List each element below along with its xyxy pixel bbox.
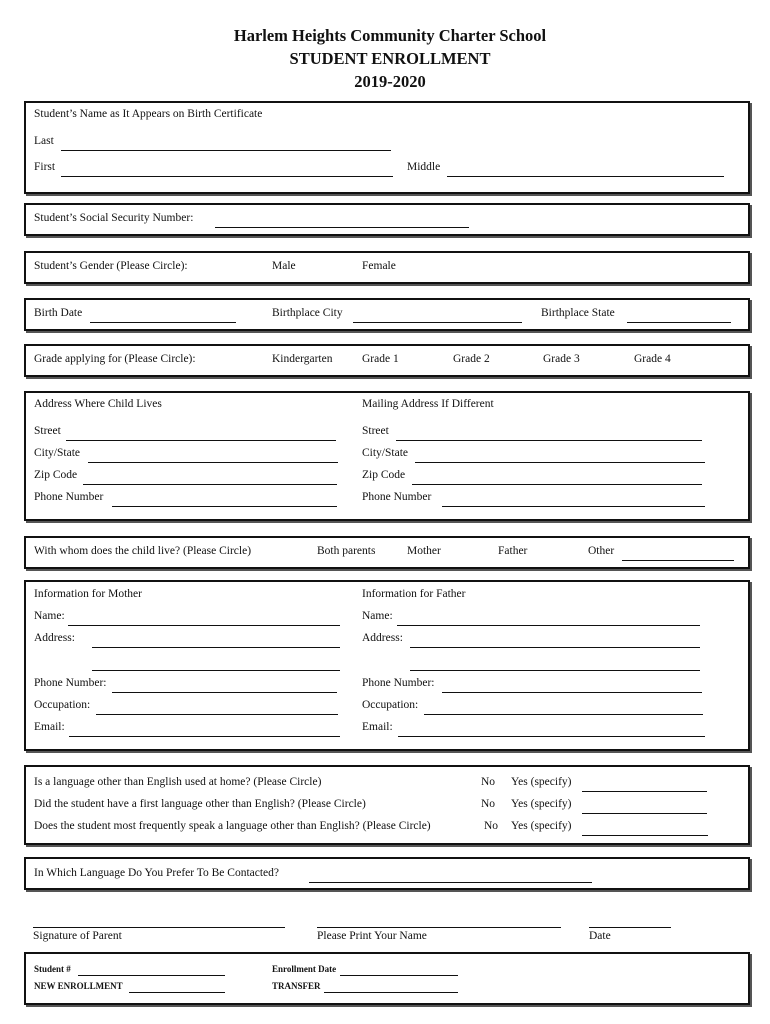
lives-with-father[interactable]: Father [498, 545, 528, 557]
home-street-label: Street [34, 425, 61, 437]
language-q3-specify-field[interactable] [582, 826, 708, 836]
language-q2-specify-field[interactable] [582, 804, 707, 814]
mail-zip-field[interactable] [412, 475, 702, 485]
father-name-label: Name: [362, 610, 393, 622]
language-q3-no[interactable]: No [484, 820, 499, 832]
ssn-field[interactable] [215, 218, 469, 228]
language-q1-specify-field[interactable] [582, 782, 707, 792]
mail-zip-label: Zip Code [362, 469, 406, 481]
mail-street-label: Street [362, 425, 389, 437]
transfer-field[interactable] [324, 984, 458, 993]
ssn-label: Student’s Social Security Number: [34, 212, 194, 224]
signature-date-label: Date [589, 930, 611, 942]
father-occupation-field[interactable] [424, 705, 703, 715]
home-street-field[interactable] [66, 431, 336, 441]
address-section [24, 391, 750, 521]
lives-with-other[interactable]: Other [588, 545, 615, 557]
parent-signature-label: Signature of Parent [33, 930, 122, 942]
lives-with-mother[interactable]: Mother [407, 545, 441, 557]
mother-occupation-field[interactable] [96, 705, 338, 715]
ssn-section [24, 203, 750, 236]
father-address-field-2[interactable] [410, 661, 700, 671]
print-name-field[interactable] [317, 918, 561, 928]
birth-date-field[interactable] [90, 313, 236, 323]
birthplace-city-field[interactable] [353, 313, 522, 323]
language-q2-no[interactable]: No [481, 798, 496, 810]
father-address-label: Address: [362, 632, 403, 644]
father-occupation-label: Occupation: [362, 699, 419, 711]
last-name-field[interactable] [61, 141, 391, 151]
grade-option-3[interactable]: Grade 3 [543, 353, 580, 365]
contact-language-section [24, 857, 750, 890]
language-question-3: Does the student most frequently speak a language other than English? (Please Circle) [34, 820, 431, 832]
grade-label: Grade applying for (Please Circle): [34, 353, 196, 365]
signature-date-field[interactable] [589, 918, 671, 928]
student-name-section [24, 101, 750, 194]
home-phone-label: Phone Number [34, 491, 104, 503]
gender-label: Student’s Gender (Please Circle): [34, 260, 188, 272]
mail-phone-label: Phone Number [362, 491, 432, 503]
birth-date-label: Birth Date [34, 307, 83, 319]
first-name-field[interactable] [61, 167, 393, 177]
mail-phone-field[interactable] [442, 497, 705, 507]
new-enrollment-label: NEW ENROLLMENT [34, 981, 123, 991]
language-section [24, 765, 750, 845]
student-number-label: Student # [34, 964, 71, 974]
birthplace-state-label: Birthplace State [541, 307, 615, 319]
lives-with-section [24, 536, 750, 569]
language-q2-yes[interactable]: Yes (specify) [511, 798, 572, 810]
father-phone-label: Phone Number: [362, 677, 435, 689]
mail-city-state-field[interactable] [415, 453, 705, 463]
new-enrollment-field[interactable] [129, 984, 225, 993]
school-year: 2019-2020 [354, 72, 426, 91]
home-phone-field[interactable] [112, 497, 337, 507]
parent-signature-field[interactable] [33, 918, 285, 928]
birthplace-city-label: Birthplace City [272, 307, 343, 319]
grade-section [24, 344, 750, 377]
mailing-address-heading: Mailing Address If Different [362, 398, 494, 410]
enrollment-date-label: Enrollment Date [272, 964, 337, 974]
contact-language-question: In Which Language Do You Prefer To Be Contacted? [34, 867, 280, 879]
mother-occupation-label: Occupation: [34, 699, 91, 711]
transfer-label: TRANSFER [272, 981, 321, 991]
home-address-heading: Address Where Child Lives [34, 398, 162, 410]
middle-name-field[interactable] [447, 167, 724, 177]
middle-name-label: Middle [407, 161, 441, 173]
gender-section [24, 251, 750, 284]
father-email-label: Email: [362, 721, 393, 733]
father-address-field-1[interactable] [410, 638, 700, 648]
grade-option-kindergarten[interactable]: Kindergarten [272, 353, 333, 365]
father-name-field[interactable] [397, 616, 700, 626]
mother-phone-label: Phone Number: [34, 677, 107, 689]
father-phone-field[interactable] [442, 683, 702, 693]
lives-with-other-field[interactable] [622, 551, 734, 561]
enrollment-date-field[interactable] [340, 967, 458, 976]
father-email-field[interactable] [398, 727, 705, 737]
mother-address-label: Address: [34, 632, 75, 644]
gender-option-male[interactable]: Male [272, 260, 296, 272]
language-question-2: Did the student have a first language other than English? (Please Circle) [34, 798, 366, 810]
lives-with-question: With whom does the child live? (Please Circle) [34, 545, 252, 557]
mother-heading: Information for Mother [34, 588, 142, 600]
mother-phone-field[interactable] [112, 683, 337, 693]
print-name-label: Please Print Your Name [317, 930, 427, 942]
grade-option-4[interactable]: Grade 4 [634, 353, 671, 365]
mother-email-field[interactable] [69, 727, 340, 737]
language-question-1: Is a language other than English used at home? (Please Circle) [34, 776, 322, 788]
student-number-field[interactable] [78, 967, 225, 976]
home-city-state-field[interactable] [88, 453, 338, 463]
birth-section [24, 298, 750, 331]
first-name-label: First [34, 161, 56, 173]
home-city-state-label: City/State [34, 447, 80, 459]
mother-address-field-2[interactable] [92, 661, 340, 671]
parents-section [24, 580, 750, 751]
office-use-section [24, 952, 750, 1005]
birthplace-state-field[interactable] [627, 313, 731, 323]
grade-option-2[interactable]: Grade 2 [453, 353, 490, 365]
mother-email-label: Email: [34, 721, 65, 733]
language-q3-yes[interactable]: Yes (specify) [511, 820, 572, 832]
mother-name-label: Name: [34, 610, 65, 622]
home-zip-label: Zip Code [34, 469, 78, 481]
student-name-heading: Student’s Name as It Appears on Birth Certificate [34, 108, 263, 120]
language-q1-yes[interactable]: Yes (specify) [511, 776, 572, 788]
last-name-label: Last [34, 135, 54, 147]
grade-option-1[interactable]: Grade 1 [362, 353, 399, 365]
gender-option-female[interactable]: Female [362, 260, 396, 272]
contact-language-field[interactable] [309, 873, 592, 883]
lives-with-both-parents[interactable]: Both parents [317, 545, 376, 557]
mother-address-field-1[interactable] [92, 638, 340, 648]
mother-name-field[interactable] [68, 616, 340, 626]
form-title: STUDENT ENROLLMENT [289, 49, 491, 68]
language-q1-no[interactable]: No [481, 776, 496, 788]
home-zip-field[interactable] [83, 475, 337, 485]
father-heading: Information for Father [362, 588, 466, 600]
mail-city-state-label: City/State [362, 447, 408, 459]
school-name: Harlem Heights Community Charter School [233, 26, 547, 45]
mail-street-field[interactable] [396, 431, 702, 441]
